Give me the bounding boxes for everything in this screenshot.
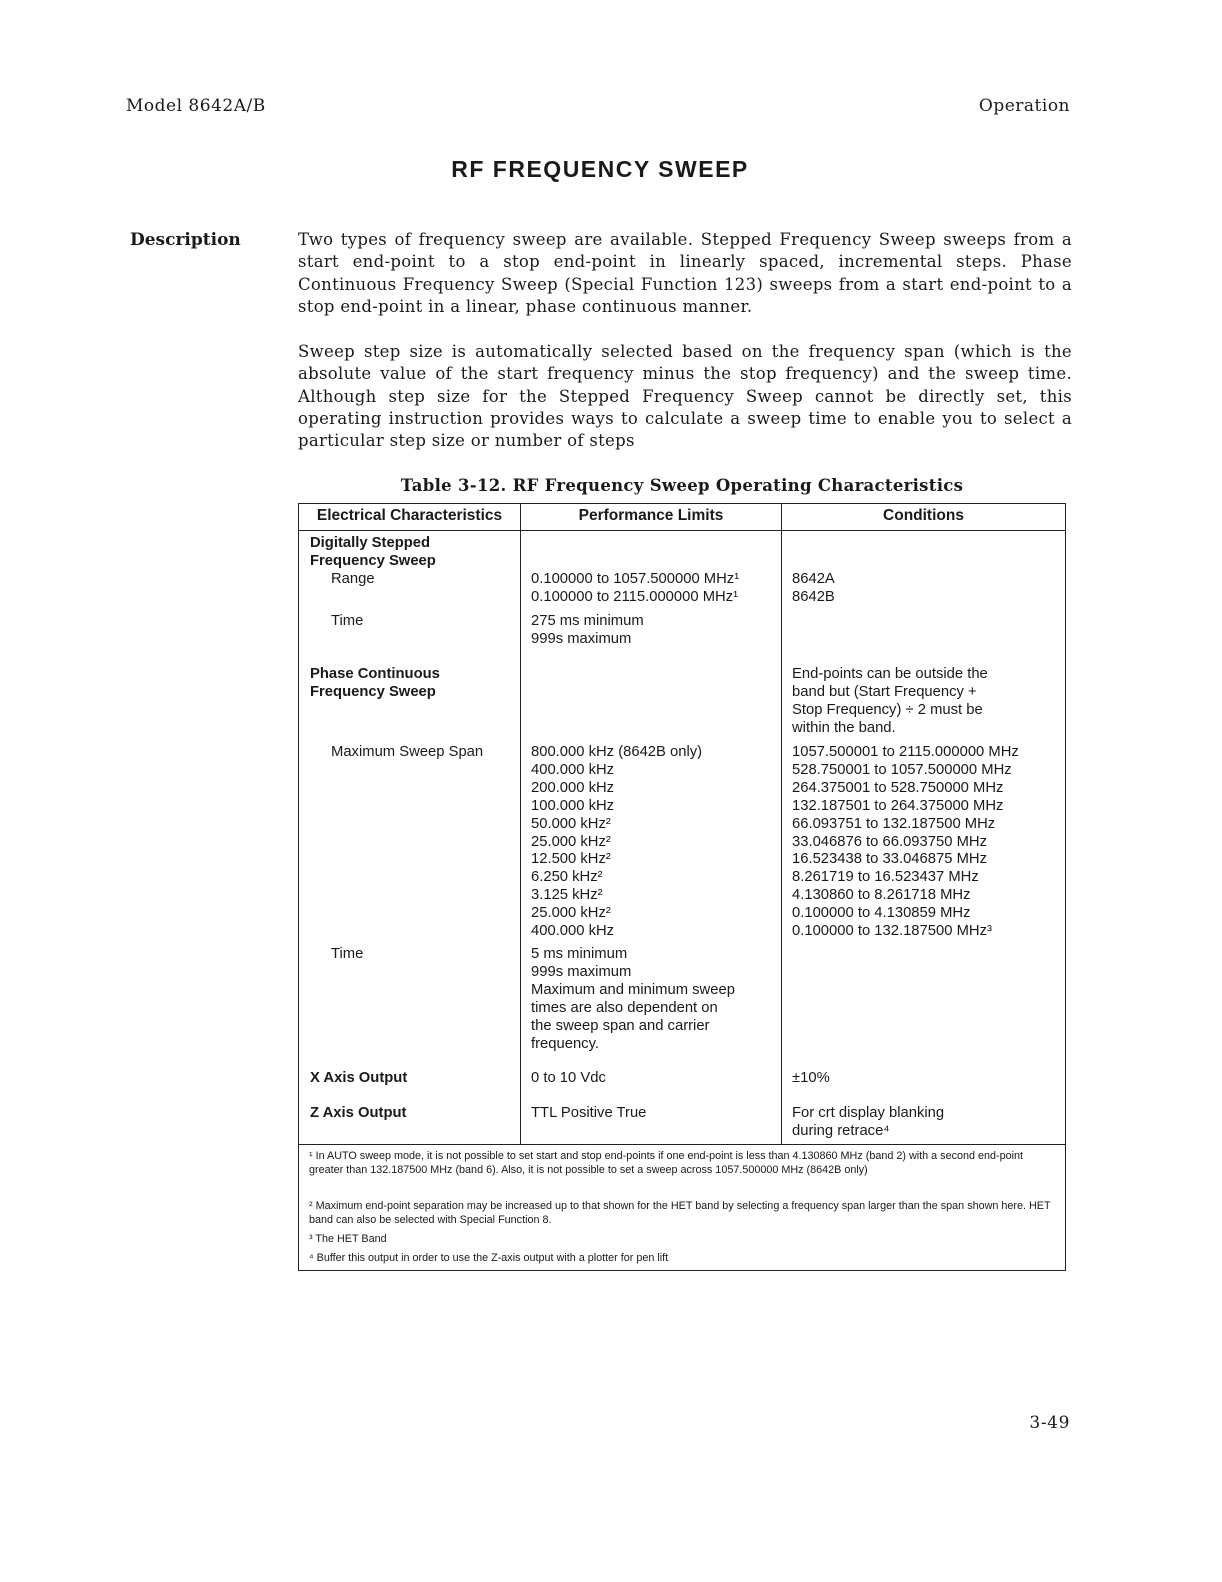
z-axis-label: Z Axis Output bbox=[310, 1105, 407, 1121]
z-axis-conditions: For crt display blanking during retrace⁴ bbox=[792, 1105, 945, 1139]
digitally-stepped-heading: Digitally Stepped Frequency Sweep bbox=[310, 535, 436, 569]
header-electrical-characteristics: Electrical Characteristics bbox=[316, 507, 503, 524]
stepped-time-limits: 275 ms minimum 999s maximum bbox=[531, 613, 644, 647]
range-label: Range bbox=[331, 571, 375, 587]
header-performance-limits: Performance Limits bbox=[578, 507, 724, 524]
section-header: Operation bbox=[978, 96, 1070, 116]
footnote-1: ¹ In AUTO sweep mode, it is not possible to set start and stop end-points if one end-point is less than 4.130860 MHz (band 2) with a second end-point greater than 132.187500 MHz (band 6). Also, it is not possible to set a sweep across 1057.500000 MHz (8642B only) bbox=[309, 1150, 1024, 1176]
phase-continuous-heading: Phase Continuous Frequency Sweep bbox=[310, 666, 440, 700]
footnote-3: ³ The HET Band bbox=[309, 1233, 387, 1245]
description-paragraph-2: Sweep step size is automatically selected based on the frequency span (which is the absolute value of the start frequency minus the stop frequency) and the sweep time. Although step size for the Stepped Frequency Sweep cannot be directly set, this operating instruction provides ways to calculate a sweep time to enable you to select a particular step size or number of steps bbox=[298, 342, 1072, 451]
x-axis-conditions: ±10% bbox=[792, 1070, 830, 1086]
phase-continuous-conditions: End-points can be outside the band but (Start Frequency + Stop Frequency) ÷ 2 must be within the band. bbox=[792, 666, 988, 736]
footnote-divider bbox=[299, 1144, 1065, 1145]
page-number: 3-49 bbox=[1029, 1413, 1070, 1433]
max-sweep-span-conditions: 1057.500001 to 2115.000000 MHz 528.750001 to 1057.500000 MHz 264.375001 to 528.750000 MHz 132.187501 to 264.375000 MHz 66.093751 to 132.187500 MHz 33.046876 to 66.093750 MHz 16.523438 to 33.046875 MHz 8.261719 to 16.523437 MHz 4.130860 to 8.261718 MHz 0.100000 to 4.130859 MHz 0.100000 to 132.187500 MHz³ bbox=[792, 744, 1019, 940]
z-axis-limits: TTL Positive True bbox=[531, 1105, 647, 1121]
header-divider bbox=[299, 530, 1065, 531]
column-divider bbox=[520, 504, 521, 1145]
description-paragraph-1: Two types of frequency sweep are available. Stepped Frequency Sweep sweeps from a start end-point to a stop end-point in linearly spaced, incremental steps. Phase Continuous Frequency Sweep (Special Function 123) sweeps from a start end-point to a stop end-point in a linear, phase continuous manner. bbox=[298, 230, 1072, 316]
phase-time-label: Time bbox=[331, 946, 364, 962]
phase-time-limits: 5 ms minimum 999s maximum Maximum and minimum sweep times are also dependent on the sweep span and carrier frequency. bbox=[531, 946, 735, 1052]
max-sweep-span-label: Maximum Sweep Span bbox=[331, 744, 484, 760]
footnote-4: ⁴ Buffer this output in order to use the Z-axis output with a plotter for pen lift bbox=[309, 1252, 669, 1264]
model-header: Model 8642A/B bbox=[126, 96, 266, 116]
x-axis-limits: 0 to 10 Vdc bbox=[531, 1070, 606, 1086]
header-conditions: Conditions bbox=[883, 507, 964, 524]
range-limits: 0.100000 to 1057.500000 MHz¹ 0.100000 to 2115.000000 MHz¹ bbox=[531, 571, 740, 605]
table-caption: Table 3-12. RF Frequency Sweep Operating Characteristics bbox=[400, 476, 964, 495]
x-axis-label: X Axis Output bbox=[310, 1070, 408, 1086]
footnote-2: ² Maximum end-point separation may be increased up to that shown for the HET band by selecting a frequency span larger than the span shown here. HET band can also be selected with Special Function 8. bbox=[309, 1200, 1051, 1226]
page-title: RF FREQUENCY SWEEP bbox=[451, 156, 749, 182]
description-label: Description bbox=[130, 230, 241, 250]
max-sweep-span-limits: 800.000 kHz (8642B only) 400.000 kHz 200.000 kHz 100.000 kHz 50.000 kHz² 25.000 kHz² 12.500 kHz² 6.250 kHz² 3.125 kHz² 25.000 kHz² 400.000 kHz bbox=[531, 744, 703, 940]
range-conditions: 8642A 8642B bbox=[792, 571, 835, 605]
column-divider bbox=[781, 504, 782, 1145]
characteristics-table bbox=[298, 503, 1066, 1271]
stepped-time-label: Time bbox=[331, 613, 364, 629]
